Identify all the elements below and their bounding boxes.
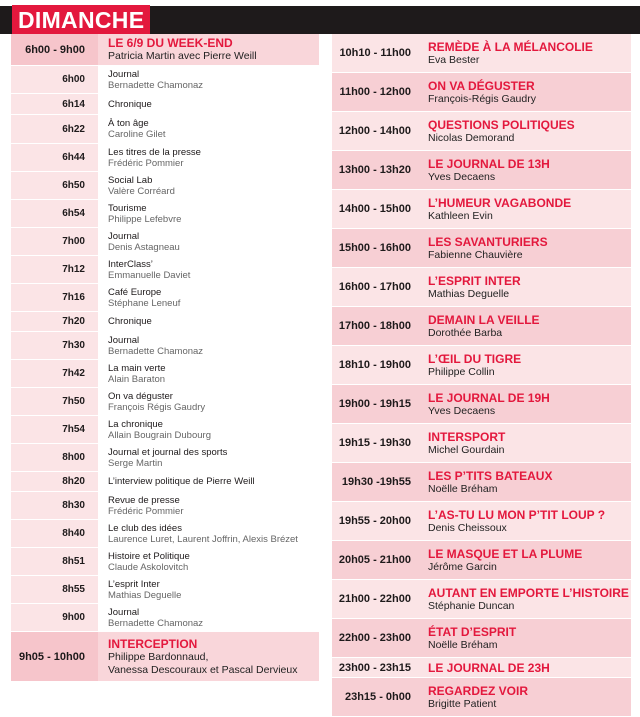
segment-row bbox=[11, 472, 319, 492]
segment-row bbox=[11, 172, 319, 200]
program-info bbox=[418, 112, 631, 150]
program-info bbox=[98, 312, 319, 331]
program-info bbox=[418, 502, 631, 540]
program-host: Laurence Luret, Laurent Joffrin, Alexis Brézet bbox=[108, 533, 298, 545]
time-slot: 6h14 bbox=[62, 98, 85, 110]
time-slot: 11h00 - 12h00 bbox=[339, 86, 411, 98]
time-slot: 12h00 - 14h00 bbox=[338, 125, 411, 137]
time-slot: 6h50 bbox=[62, 180, 85, 191]
program-title: Journal et journal des sports bbox=[108, 446, 228, 458]
time-slot: 6h00 - 9h00 bbox=[25, 43, 85, 56]
program-host: Claude Askolovitch bbox=[108, 561, 189, 573]
program-info bbox=[98, 66, 319, 93]
program-info bbox=[98, 520, 319, 547]
time-slot: 8h30 bbox=[62, 500, 85, 511]
time-slot: 9h00 bbox=[62, 612, 85, 623]
program-host: Philippe Bardonnaud, Vanessa Descouraux et Pascal Dervieux bbox=[108, 650, 298, 676]
program-title: Café Europe bbox=[108, 286, 162, 298]
program-title: REGARDEZ VOIR bbox=[428, 683, 529, 698]
program-title: L’ESPRIT INTER bbox=[428, 273, 521, 288]
program-title: INTERSPORT bbox=[428, 429, 506, 444]
program-info bbox=[98, 492, 319, 519]
program-row bbox=[332, 541, 631, 580]
program-title: Le club des idées bbox=[108, 522, 182, 534]
program-host: Allain Bougrain Dubourg bbox=[108, 429, 211, 441]
program-row bbox=[332, 112, 631, 151]
program-host: Noëlle Bréham bbox=[428, 482, 498, 495]
segment-row bbox=[11, 492, 319, 520]
program-row bbox=[332, 268, 631, 307]
program-row bbox=[332, 34, 631, 73]
segment-row bbox=[11, 444, 319, 472]
program-info bbox=[98, 632, 319, 681]
program-info bbox=[418, 34, 631, 72]
program-title: LE JOURNAL DE 19H bbox=[428, 390, 550, 405]
segment-row bbox=[11, 576, 319, 604]
segment-row bbox=[11, 228, 319, 256]
program-host: Mathias Deguelle bbox=[108, 589, 182, 601]
time-slot: 8h20 bbox=[62, 476, 85, 487]
time-slot: 7h54 bbox=[62, 424, 85, 435]
program-host: Denis Cheissoux bbox=[428, 521, 507, 534]
program-row bbox=[332, 580, 631, 619]
program-host: Frédéric Pommier bbox=[108, 505, 184, 517]
program-title: DEMAIN LA VEILLE bbox=[428, 312, 540, 327]
program-host: Bernadette Chamonaz bbox=[108, 617, 204, 629]
program-title: Journal bbox=[108, 68, 140, 80]
program-title: L’HUMEUR VAGABONDE bbox=[428, 195, 572, 210]
program-info bbox=[418, 463, 631, 501]
program-info bbox=[98, 228, 319, 255]
time-slot: 14h00 - 15h00 bbox=[338, 203, 411, 215]
program-info bbox=[418, 346, 631, 384]
time-slot: 6h00 bbox=[62, 74, 85, 85]
time-slot: 7h12 bbox=[62, 264, 85, 275]
morning-schedule bbox=[11, 34, 319, 682]
program-host: Alain Baraton bbox=[108, 373, 166, 385]
program-row bbox=[332, 502, 631, 541]
program-info bbox=[418, 73, 631, 111]
program-info bbox=[418, 151, 631, 189]
program-title: La main verte bbox=[108, 362, 166, 374]
time-slot: 6h22 bbox=[62, 123, 85, 135]
segment-row bbox=[11, 312, 319, 332]
program-host: Bernadette Chamonaz bbox=[108, 79, 204, 91]
program-info bbox=[98, 34, 319, 65]
program-title: Journal bbox=[108, 230, 140, 242]
time-slot: 10h10 - 11h00 bbox=[339, 47, 411, 59]
time-slot: 20h05 - 21h00 bbox=[338, 554, 411, 566]
program-host: Dorothée Barba bbox=[428, 326, 503, 339]
program-title: La chronique bbox=[108, 418, 163, 430]
program-block-row bbox=[11, 34, 319, 66]
program-title: LE MASQUE ET LA PLUME bbox=[428, 546, 583, 561]
program-host: Stéphane Leneuf bbox=[108, 297, 181, 309]
program-title: AUTANT EN EMPORTE L’HISTOIRE bbox=[428, 585, 629, 600]
program-info bbox=[418, 678, 631, 716]
time-slot: 6h44 bbox=[62, 152, 85, 163]
segment-row bbox=[11, 144, 319, 172]
program-host: Philippe Collin bbox=[428, 365, 495, 378]
program-title: L’ŒIL DU TIGRE bbox=[428, 351, 522, 366]
program-host: Michel Gourdain bbox=[428, 443, 505, 456]
program-host: Mathias Deguelle bbox=[428, 287, 510, 300]
time-slot: 8h00 bbox=[62, 452, 85, 463]
program-info bbox=[98, 360, 319, 387]
program-info bbox=[418, 229, 631, 267]
program-info bbox=[98, 200, 319, 227]
segment-row bbox=[11, 520, 319, 548]
program-host: Yves Decaens bbox=[428, 170, 496, 183]
time-slot: 7h16 bbox=[62, 292, 85, 303]
segment-row bbox=[11, 284, 319, 312]
program-row bbox=[332, 190, 631, 229]
program-info bbox=[98, 172, 319, 199]
time-slot: 7h42 bbox=[62, 368, 85, 379]
program-row bbox=[332, 151, 631, 190]
program-host: Brigitte Patient bbox=[428, 697, 497, 710]
program-info bbox=[98, 256, 319, 283]
program-info bbox=[418, 307, 631, 345]
time-slot: 7h50 bbox=[62, 396, 85, 407]
segment-row bbox=[11, 256, 319, 284]
program-info bbox=[98, 115, 319, 143]
time-slot: 7h00 bbox=[62, 236, 85, 247]
program-host: Yves Decaens bbox=[428, 404, 496, 417]
program-info bbox=[98, 94, 319, 114]
time-slot: 19h55 - 20h00 bbox=[338, 515, 411, 527]
program-title: À ton âge bbox=[108, 118, 149, 129]
program-row bbox=[332, 229, 631, 268]
program-title: LE JOURNAL DE 13H bbox=[428, 156, 550, 171]
time-slot: 19h00 - 19h15 bbox=[338, 398, 411, 410]
segment-row bbox=[11, 94, 319, 115]
program-block-row bbox=[11, 632, 319, 682]
program-host: Nicolas Demorand bbox=[428, 131, 515, 144]
program-row bbox=[332, 73, 631, 112]
program-title: Social Lab bbox=[108, 174, 153, 186]
program-title: Journal bbox=[108, 606, 140, 618]
program-info bbox=[418, 424, 631, 462]
program-title: Histoire et Politique bbox=[108, 550, 190, 562]
program-title: LE 6/9 DU WEEK-END bbox=[108, 36, 233, 50]
program-title: ON VA DÉGUSTER bbox=[428, 78, 535, 93]
program-row bbox=[332, 307, 631, 346]
program-title: Tourisme bbox=[108, 202, 147, 214]
program-info bbox=[98, 416, 319, 443]
program-title: On va déguster bbox=[108, 390, 173, 402]
program-host: Kathleen Evin bbox=[428, 209, 493, 222]
program-title: Les titres de la presse bbox=[108, 146, 201, 158]
time-slot: 23h00 - 23h15 bbox=[338, 661, 411, 674]
program-info bbox=[418, 658, 631, 677]
time-slot: 21h00 - 22h00 bbox=[338, 593, 411, 605]
segment-row bbox=[11, 115, 319, 144]
program-title: QUESTIONS POLITIQUES bbox=[428, 117, 575, 132]
program-info bbox=[418, 619, 631, 657]
time-slot: 9h05 - 10h00 bbox=[18, 650, 85, 663]
segment-row bbox=[11, 360, 319, 388]
program-info bbox=[98, 388, 319, 415]
time-slot: 19h30 -19h55 bbox=[341, 476, 411, 488]
program-info bbox=[418, 268, 631, 306]
program-info bbox=[98, 548, 319, 575]
program-info bbox=[418, 190, 631, 228]
program-info bbox=[98, 144, 319, 171]
program-host: Emmanuelle Daviet bbox=[108, 269, 191, 281]
program-row bbox=[332, 346, 631, 385]
program-info bbox=[418, 385, 631, 423]
program-host: Serge Martin bbox=[108, 457, 163, 469]
time-slot: 19h15 - 19h30 bbox=[338, 437, 411, 449]
program-info bbox=[418, 580, 631, 618]
program-host: Stéphanie Duncan bbox=[428, 599, 515, 612]
program-title: INTERCEPTION bbox=[108, 636, 198, 651]
time-slot: 7h30 bbox=[62, 340, 85, 351]
program-row bbox=[332, 463, 631, 502]
time-slot: 8h51 bbox=[62, 556, 85, 567]
program-title: InterClass’ bbox=[108, 258, 153, 270]
day-title: DIMANCHE bbox=[12, 5, 150, 34]
program-host: Denis Astagneau bbox=[108, 241, 180, 253]
program-title: LES P’TITS BATEAUX bbox=[428, 468, 553, 483]
program-info bbox=[98, 576, 319, 603]
program-title: ÉTAT D’ESPRIT bbox=[428, 624, 517, 639]
time-slot: 8h55 bbox=[62, 584, 85, 595]
program-info bbox=[418, 541, 631, 579]
program-row bbox=[332, 385, 631, 424]
program-info bbox=[98, 472, 319, 491]
program-row bbox=[332, 678, 631, 717]
segment-row bbox=[11, 388, 319, 416]
program-host: Patricia Martin avec Pierre Weill bbox=[108, 50, 257, 62]
time-slot: 17h00 - 18h00 bbox=[338, 320, 411, 332]
program-info bbox=[98, 604, 319, 631]
program-info bbox=[98, 444, 319, 471]
program-host: Frédéric Pommier bbox=[108, 157, 184, 169]
segment-row bbox=[11, 604, 319, 632]
program-host: Valère Corréard bbox=[108, 185, 175, 197]
segment-row bbox=[11, 332, 319, 360]
program-host: Noëlle Bréham bbox=[428, 638, 498, 651]
program-host: Caroline Gilet bbox=[108, 129, 166, 140]
program-row bbox=[332, 619, 631, 658]
segment-row bbox=[11, 200, 319, 228]
program-title: Journal bbox=[108, 334, 140, 346]
time-slot: 18h10 - 19h00 bbox=[338, 359, 411, 371]
time-slot: 23h15 - 0h00 bbox=[344, 691, 411, 703]
afternoon-schedule bbox=[332, 34, 631, 717]
time-slot: 13h00 - 13h20 bbox=[338, 164, 411, 176]
program-host: François Régis Gaudry bbox=[108, 401, 206, 413]
program-info bbox=[98, 284, 319, 311]
program-host: Bernadette Chamonaz bbox=[108, 345, 204, 357]
program-row bbox=[332, 424, 631, 463]
time-slot: 7h20 bbox=[62, 316, 85, 327]
program-host: Jérôme Garcin bbox=[428, 560, 497, 573]
time-slot: 6h54 bbox=[62, 208, 85, 219]
time-slot: 15h00 - 16h00 bbox=[338, 242, 411, 254]
program-title: L’esprit Inter bbox=[108, 578, 160, 590]
program-title: LE JOURNAL DE 23H bbox=[428, 660, 550, 675]
program-host: Philippe Lefebvre bbox=[108, 213, 182, 225]
program-host: Eva Bester bbox=[428, 53, 480, 66]
program-title: Chronique bbox=[108, 316, 152, 327]
program-title: LES SAVANTURIERS bbox=[428, 234, 548, 249]
program-title: Chronique bbox=[108, 98, 152, 110]
time-slot: 8h40 bbox=[62, 528, 85, 539]
program-title: Revue de presse bbox=[108, 494, 180, 506]
time-slot: 16h00 - 17h00 bbox=[338, 281, 411, 293]
program-host: François-Régis Gaudry bbox=[428, 92, 536, 105]
program-host: Fabienne Chauvière bbox=[428, 248, 523, 261]
segment-row bbox=[11, 548, 319, 576]
program-row bbox=[332, 658, 631, 678]
program-title: L’AS-TU LU MON P’TIT LOUP ? bbox=[428, 507, 606, 522]
program-title: L’interview politique de Pierre Weill bbox=[108, 476, 255, 487]
program-info bbox=[98, 332, 319, 359]
time-slot: 22h00 - 23h00 bbox=[338, 632, 411, 644]
segment-row bbox=[11, 416, 319, 444]
segment-row bbox=[11, 66, 319, 94]
program-title: REMÈDE À LA MÉLANCOLIE bbox=[428, 39, 593, 54]
